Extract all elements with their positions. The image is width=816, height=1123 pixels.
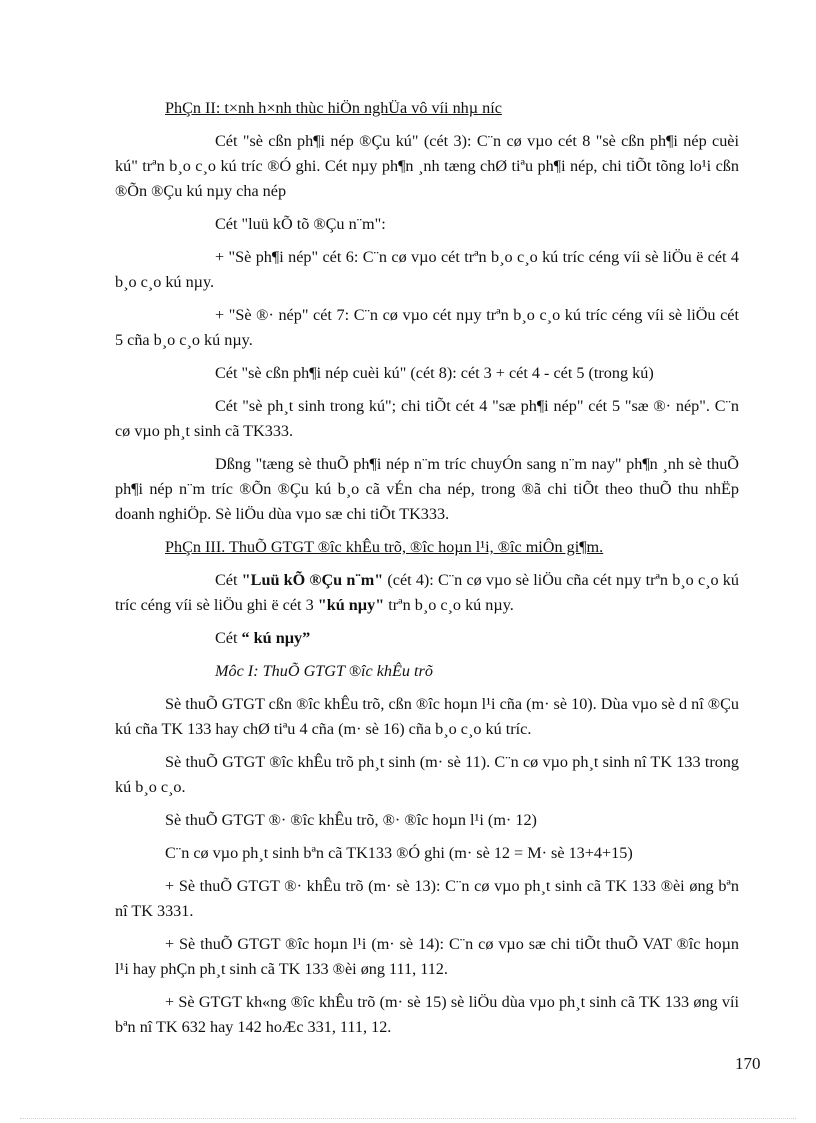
page-number: 170 (735, 1054, 761, 1073)
paragraph: Cét "sè ph¸t sinh trong kú"; chi tiÕt cét 4 "sæ ph¶i nép" cét 5 "sæ ®· nép". C¨n cø vµo ph¸t sinh cã TK333. (115, 397, 739, 440)
paragraph: + Sè thuÕ GTGT ®îc hoµn l¹i (m· sè 14): C¨n cø vµo sæ chi tiÕt thuÕ VAT ®îc hoµn l¹i hay phÇn ph¸t sinh cã TK 133 ®èi øng 111, 112. (115, 935, 739, 978)
paragraph (115, 568, 739, 618)
bold-phrase: "kú nµy" (317, 596, 385, 614)
paragraph: Sè thuÕ GTGT cßn ®îc khÊu trõ, cßn ®îc hoµn l¹i cña (m· sè 10). Dùa vµo sè d nî ®Çu kú cña TK 133 hay chØ tiªu 4 cña (m· sè 16) cña b¸o c¸o kú tríc. (115, 695, 739, 738)
page-body (115, 96, 739, 1048)
paragraph: Sè thuÕ GTGT ®îc khÊu trõ ph¸t sinh (m· sè 11). C¨n cø vµo ph¸t sinh nî TK 133 trong kú b¸o c¸o. (115, 753, 739, 796)
page-bottom-border (20, 1118, 796, 1119)
paragraph: Cét "luü kÕ tõ ®Çu n¨m": (215, 215, 386, 233)
paragraph: Cét "sè cßn ph¶i nép ®Çu kú" (cét 3): C¨n cø vµo cét 8 "sè cßn ph¶i nép cuèi kú" trªn b¸o c¸o kú tríc ®Ó ghi. Cét nµy ph¶n ¸nh tæng chØ tiªu ph¶i nép, chi tiÕt tõng lo¹i cßn ®Õn ®Çu kú nµy cha nép (115, 132, 739, 200)
text-run: trªn b¸o c¸o kú nµy. (384, 596, 514, 614)
text-run: (cét 4): C¨n cø vµo sè liÖu cña cét nµy trªn b¸o c¸o kú tríc céng víi sè liÖu ghi ë cét 3 (115, 571, 739, 614)
paragraph: Môc I: ThuÕ GTGT ®îc khÊu trõ (215, 662, 433, 680)
paragraph: C¨n cø vµo ph¸t sinh bªn cã TK133 ®Ó ghi (m· sè 12 = M· sè 13+4+15) (165, 844, 633, 862)
bold-phrase: “ kú nµy” (241, 629, 311, 647)
paragraph: + "Sè ph¶i nép" cét 6: C¨n cø vµo cét trªn b¸o c¸o kú tríc céng víi sè liÖu ë cét 4 b¸o c¸o kú nµy. (115, 248, 739, 291)
section-heading: PhÇn III. ThuÕ GTGT ®îc khÊu trõ, ®îc hoµn l¹i, ®îc miÔn gi¶m. (165, 538, 604, 556)
paragraph: Sè thuÕ GTGT ®· ®îc khÊu trõ, ®· ®îc hoµn l¹i (m· 12) (165, 811, 537, 829)
paragraph (115, 626, 739, 651)
paragraph: Cét "sè cßn ph¶i nép cuèi kú" (cét 8): cét 3 + cét 4 - cét 5 (trong kú) (215, 364, 654, 382)
text-run: Cét (215, 629, 242, 647)
bold-phrase: "Luü kÕ ®Çu n¨m" (241, 571, 384, 589)
paragraph: + "Sè ®· nép" cét 7: C¨n cø vµo cét nµy trªn b¸o c¸o kú tríc céng víi sè liÖu cét 5 cña b¸o c¸o kú nµy. (115, 306, 739, 349)
section-heading: PhÇn II: t×nh h×nh thùc hiÖn nghÜa vô víi nhµ níc (165, 99, 502, 117)
paragraph: + Sè thuÕ GTGT ®· khÊu trõ (m· sè 13): C¨n cø vµo ph¸t sinh cã TK 133 ®èi øng bªn nî TK 3331. (115, 877, 739, 920)
paragraph: Dßng "tæng sè thuÕ ph¶i nép n¨m tríc chuyÓn sang n¨m nay" ph¶n ¸nh sè thuÕ ph¶i nép n¨m tríc ®Õn ®Çu kú b¸o cã vÉn cha nép, trong ®ã chi tiÕt theo thuÕ thu nhËp doanh nghiÖp. Sè liÖu dùa vµo sæ chi tiÕt TK333. (115, 455, 739, 523)
text-run: Cét (215, 571, 242, 589)
paragraph: + Sè GTGT kh«ng ®îc khÊu trõ (m· sè 15) sè liÖu dùa vµo ph¸t sinh cã TK 133 øng víi bªn nî TK 632 hay 142 hoÆc 331, 111, 12. (115, 993, 739, 1036)
